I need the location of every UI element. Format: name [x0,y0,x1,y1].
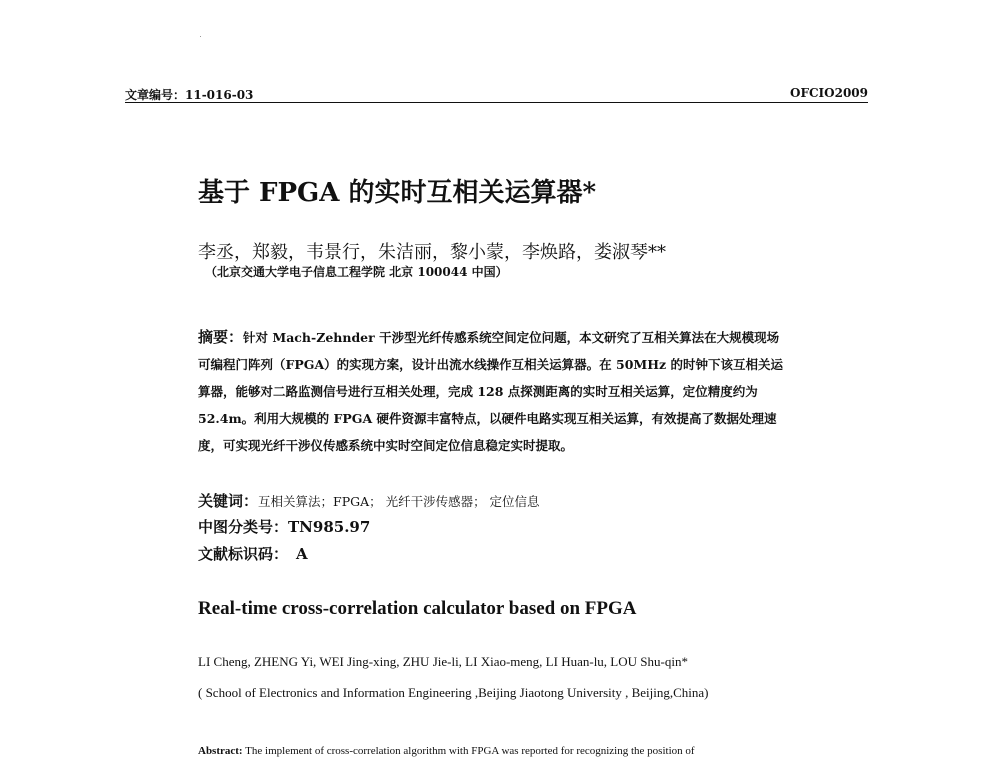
clc-value: TN985.97 [288,518,371,536]
keywords [198,490,540,511]
conference-name: OFCIO2009 [790,86,868,100]
document-code [198,543,308,564]
clc-number [198,516,370,537]
affiliation: （北京交通大学电子信息工程学院 北京 100044 中国） [205,265,508,279]
authors: 李丞，郑毅，韦景行，朱洁丽，黎小蒙，李焕路，娄淑琴** [198,242,666,263]
english-affiliation: ( School of Electronics and Information Engineering ,Beijing Jiaotong University , Beijing,China) [198,685,709,700]
keywords-text: 互相关算法；FPGA； 光纤干涉传感器； 定位信息 [258,494,540,509]
article-number: 文章编号：11-016-03 [125,88,254,102]
scan-speck [200,36,201,37]
english-title: Real-time cross-correlation calculator based on FPGA [198,598,637,619]
abstract [198,324,783,459]
english-authors: LI Cheng, ZHENG Yi, WEI Jing-xing, ZHU Jie-li, LI Xiao-meng, LI Huan-lu, LOU Shu-qin* [198,654,688,669]
english-abstract-label: Abstract: [198,745,243,757]
doc-code-value: A [296,545,308,563]
english-abstract-text: The implement of cross-correlation algorithm with FPGA was reported for recognizing the position of [245,745,695,757]
abstract-label: 摘要： [198,328,244,346]
english-abstract [198,745,695,757]
running-header [125,86,868,103]
abstract-text: 针对 Mach-Zehnder 干涉型光纤传感系统空间定位问题，本文研究了互相关算法在大规模现场可编程门阵列（FPGA）的实现方案，设计出流水线操作互相关运算器。在 50MHz 的时钟下该互相关运算器，能够对二路监测信号进行互相关处理，完成 128 点探测距离的实时互相关运算，定位精度约为 52.4m。利用大规模的 FPGA 硬件资源丰富特点，以硬件电路实现互相关运算，有效提高了数据处理速度，可实现光纤干涉仪传感系统中实时空间定位信息稳定实时提取。 [198,330,783,453]
doc-code-label: 文献标识码： [198,545,289,563]
clc-label: 中图分类号： [198,518,289,536]
paper-title: 基于 FPGA 的实时互相关运算器* [198,178,597,208]
keywords-label: 关键词： [198,492,259,510]
